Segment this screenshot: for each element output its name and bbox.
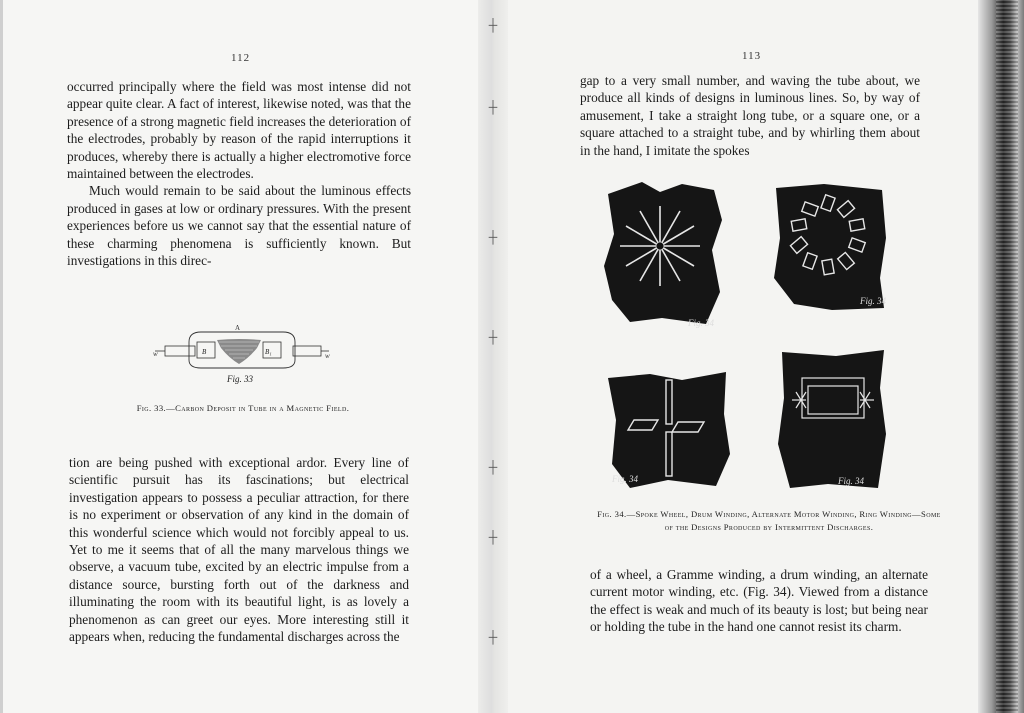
left-paragraph-2: Much would remain to be said about the luminous effects produced in gases at low or ordinary pressures. With the present experiences before us we cannot say that the essential nature of these charming phenomena is sufficiently known. But investigations in this direc-: [67, 183, 411, 269]
fig33-label-b1: B₁: [265, 348, 272, 356]
right-paragraph-top: gap to a very small number, and waving the tube about, we produce all kinds of designs in luminous lines. So, by way of amusement, I take a straight long tube, or a square one, or a square attached to a straight tube, and by whirling them about in the hand, I imitate the spokes: [580, 73, 920, 158]
gutter-stitch-mark: ┼: [488, 100, 498, 114]
plate-background: [778, 350, 886, 488]
right-paragraph-bottom: of a wheel, a Gramme winding, a drum winding, an alternate current motor winding, etc. (Fig. 34). Viewed from a distance the effect is weak and much of its beauty is lost; but being near or holding the tube in the hand one cannot resist its charm.: [590, 567, 928, 635]
plate-background: [604, 182, 722, 324]
left-continuation: tion are being pushed with exceptional ardor. Every line of scientific pursuit has its fascinations; but electrical investigation appears to possess a peculiar attraction, for there is no experiment or observation of any kind in the domain of this wonderful science which would not forcibly appeal to us. Yet to me it seems that of all the many marvelous things we observe, a vacuum tube, excited by an electric impulse from a distance source, bursting forth out of the darkness and illuminating the room with its beautiful light, is as lovely a phenomenon as can greet our eyes. More interesting still it appears when, reducing the fundamental discharges across the: [69, 455, 409, 645]
gutter-stitch-mark: ┼: [488, 18, 498, 32]
fig33-left-terminal: [165, 346, 195, 356]
fig33-mark: Fig. 33: [227, 374, 253, 384]
plate-drum-winding: [776, 348, 888, 490]
plate-fig-mark: Fig. 34: [838, 476, 864, 486]
page-number-right: 113: [742, 50, 762, 62]
figure-34-caption: Fig. 34.—Spoke Wheel, Drum Winding, Alternate Motor Winding, Ring Winding—Some of the Designs Produced by Intermittent Discharges.: [597, 509, 941, 532]
gutter-stitch-mark: ┼: [488, 530, 498, 544]
plate-spoke-wheel: [602, 180, 724, 330]
plate-background: [608, 372, 730, 488]
fig33-carbon-deposit: [217, 339, 261, 364]
fig33-label-w-left: w: [153, 350, 158, 358]
book-fore-edge: [978, 0, 1024, 713]
figure-33-carbon-deposit-tube: [153, 320, 333, 386]
plate-alternate-motor-winding: [606, 370, 730, 490]
gutter-stitch-mark: ┼: [488, 460, 498, 474]
gutter-stitch-mark: ┼: [488, 230, 498, 244]
page-number-left: 112: [231, 52, 251, 64]
figure-33-caption: Fig. 33.—Carbon Deposit in Tube in a Magnetic Field.: [136, 403, 350, 413]
left-paragraphs: [67, 78, 411, 269]
plate-ring-winding: [772, 182, 888, 314]
gutter-stitch-mark: ┼: [488, 330, 498, 344]
left-paragraph-1: occurred principally where the field was most intense did not appear quite clear. A fact of interest, likewise noted, was that the presence of a strong magnetic field increases the deterioration of the electrodes, probably by reason of the rapid interruptions it produces, whereby there is actually a higher electromotive force maintained between the electrodes.: [67, 79, 411, 182]
right-page: [494, 0, 978, 713]
fig33-label-w-right: w: [325, 352, 330, 360]
plate-fig-mark: Fig. 34: [612, 474, 638, 484]
gutter-stitch-mark: ┼: [488, 630, 498, 644]
fig33-label-b: B: [202, 348, 207, 356]
fig33-label-a: A: [235, 324, 241, 332]
plate-fig-mark: Fig. 34: [860, 296, 886, 306]
plate-fig-mark: Fig. 34: [688, 318, 714, 328]
left-page: [0, 0, 490, 713]
fig33-right-terminal: [293, 346, 321, 356]
